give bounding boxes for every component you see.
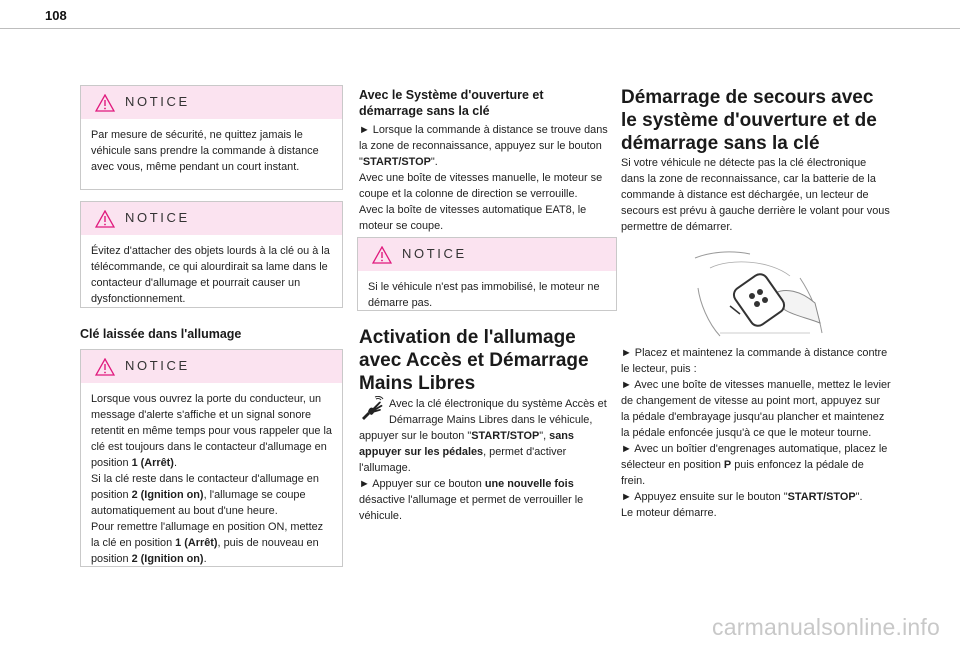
notice-paragraph-1: Lorsque vous ouvrez la porte du conducteur, un message d'alerte s'affiche et un signal sonore retentit en même temps pour vous rappeler que la clé est toujours dans le contacteur d'allumage en position 1 (Arrêt). — [91, 393, 332, 469]
warning-triangle-icon — [95, 94, 115, 112]
notice-text: Si le véhicule n'est pas immobilisé, le moteur ne démarre pas. — [368, 281, 600, 309]
notice-text: Par mesure de sécurité, ne quittez jamais le véhicule sans prendre la commande à distance avec vous, même pendant un court instant. — [91, 129, 319, 173]
step-place-remote: ► Placez et maintenez la commande à distance contre le lecteur, puis : — [621, 347, 888, 375]
notice-header — [81, 202, 342, 235]
keyless-hand-icon — [359, 396, 385, 422]
notice-header — [358, 238, 616, 271]
notice-paragraph-2: Si la clé reste dans le contacteur d'allumage en position 2 (Ignition on), l'allumage se coupe automatiquement au bout d'une heure. — [91, 473, 319, 517]
top-rule — [0, 28, 960, 29]
engine-starts-text: Le moteur démarre. — [621, 507, 717, 519]
page-number: 108 — [45, 8, 67, 23]
notice-paragraph-3: Pour remettre l'allumage en position ON, mettez la clé en position 1 (Arrêt), puis de nouveau en position 2 (Ignition on). — [91, 521, 324, 565]
emergency-steps — [621, 345, 891, 521]
warning-triangle-icon — [95, 210, 115, 228]
section-heading-emergency-start: Démarrage de secours avec le système d'ouverture et de démarrage sans la clé — [621, 87, 877, 154]
step-press-start: ► Appuyez ensuite sur le bouton "START/STOP". — [621, 491, 863, 503]
notice-box-4 — [357, 237, 617, 311]
warning-triangle-icon — [95, 358, 115, 376]
section-heading-keyless: Avec le Système d'ouverture et démarrage sans la clé — [359, 88, 544, 118]
instruction-step: ► Lorsque la commande à distance se trouve dans la zone de reconnaissance, appuyez sur le bouton "START/STOP". — [359, 124, 608, 168]
manual-gearbox-text: Avec une boîte de vitesses manuelle, le moteur se coupe et la colonne de direction se verrouille. — [359, 172, 603, 200]
notice-header — [81, 350, 342, 383]
notice-label: NOTICE — [402, 246, 467, 261]
emergency-reader-illustration — [690, 248, 826, 340]
watermark: carmanualsonline.info — [712, 614, 940, 640]
keyless-instructions — [359, 122, 617, 234]
step-manual-gearbox: ► Avec une boîte de vitesses manuelle, mettez le levier de changement de vitesse au point mort, appuyez sur la pédale d'embrayage jusqu'au plancher et maintenez la pédale enfoncée jusqu'à ce que le moteur tourne. — [621, 379, 891, 439]
emergency-intro: Si votre véhicule ne détecte pas la clé électronique dans la zone de reconnaissance, car la batterie de la commande à distance est déchargée, un lecteur de secours est prévu à gauche derrière le volant pour vous permettre de démarrer. — [621, 157, 890, 233]
automatic-gearbox-text: Avec la boîte de vitesses automatique EAT8, le moteur se coupe. — [359, 204, 587, 232]
ignition-instructions — [359, 396, 617, 524]
step-automatic-gearbox: ► Avec un boîtier d'engrenages automatique, placez le sélecteur en position P puis enfoncez la pédale de frein. — [621, 443, 888, 487]
notice-box-3 — [80, 349, 343, 567]
notice-box-2 — [80, 201, 343, 308]
notice-label: NOTICE — [125, 358, 190, 373]
warning-triangle-icon — [372, 246, 392, 264]
notice-header — [81, 86, 342, 119]
section-heading-ignition: Activation de l'allumage avec Accès et Démarrage Mains Libres — [359, 327, 589, 394]
notice-text: Évitez d'attacher des objets lourds à la clé ou à la télécommande, ce qui alourdirait sa lame dans le contacteur d'allumage et pourrait causer un dysfonctionnement. — [91, 245, 330, 305]
ignition-off-step: ► Appuyer sur ce bouton une nouvelle fois désactive l'allumage et permet de verrouiller le véhicule. — [359, 478, 584, 522]
notice-label: NOTICE — [125, 210, 190, 225]
notice-label: NOTICE — [125, 94, 190, 109]
ignition-paragraph: Avec la clé électronique du système Accès et Démarrage Mains Libres dans le véhicule, appuyer sur le bouton "START/STOP", sans appuyer sur les pédales, permet d'activer l'allumage. — [359, 398, 607, 474]
section-heading-key-left: Clé laissée dans l'allumage — [80, 327, 242, 341]
notice-box-1 — [80, 85, 343, 190]
